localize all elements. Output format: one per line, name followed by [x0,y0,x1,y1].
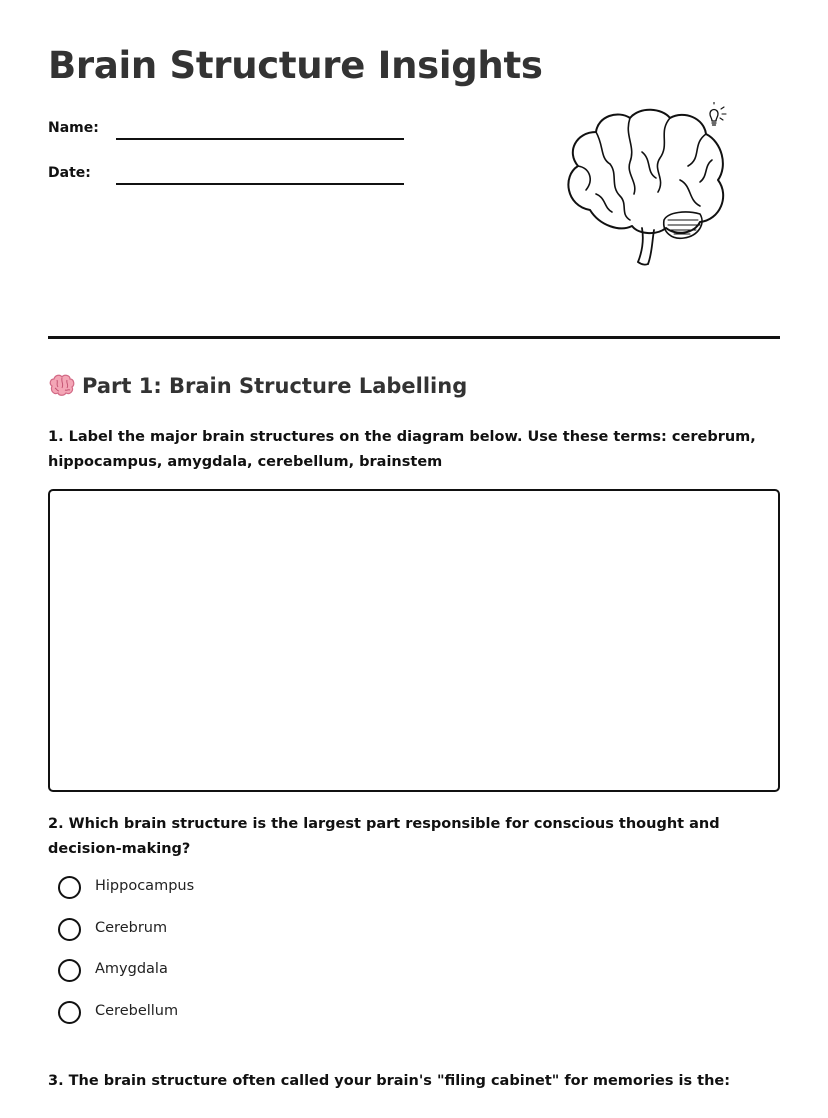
date-label: Date: [48,165,91,181]
radio-button[interactable] [58,918,81,941]
name-field[interactable] [48,116,408,146]
date-input-line[interactable] [116,183,404,185]
brain-emoji-icon [48,374,76,396]
option-label: Cerebellum [95,1002,179,1019]
radio-button[interactable] [58,1001,81,1024]
section-divider [48,336,780,339]
option-cerebrum[interactable] [58,918,358,960]
radio-button[interactable] [58,876,81,899]
name-label: Name: [48,120,99,136]
option-hippocampus[interactable] [58,876,358,918]
option-amygdala[interactable] [58,959,358,1001]
name-input-line[interactable] [116,138,404,140]
page-title: Brain Structure Insights [48,44,543,87]
question-1: 1. Label the major brain structures on the diagram below. Use these terms: cerebrum, hippocampus, amygdala, cerebellum, brainstem [48,429,756,470]
part1-heading-text: Part 1: Brain Structure Labelling [82,374,468,398]
option-label: Cerebrum [95,919,168,936]
question-2: 2. Which brain structure is the largest part responsible for conscious thought and decision-making? [48,816,720,857]
part1-heading [48,374,467,398]
diagram-label-box[interactable] [48,489,780,792]
option-label: Hippocampus [95,878,195,894]
radio-button[interactable] [58,959,81,982]
question-3: 3. The brain structure often called your brain's "filing cabinet" for memories is the: [48,1073,731,1089]
date-field[interactable] [48,161,408,191]
question-2-options [58,876,358,1042]
option-cerebellum[interactable] [58,1001,358,1043]
option-label: Amygdala [95,961,168,977]
brain-with-lightbulb-icon [560,102,735,267]
